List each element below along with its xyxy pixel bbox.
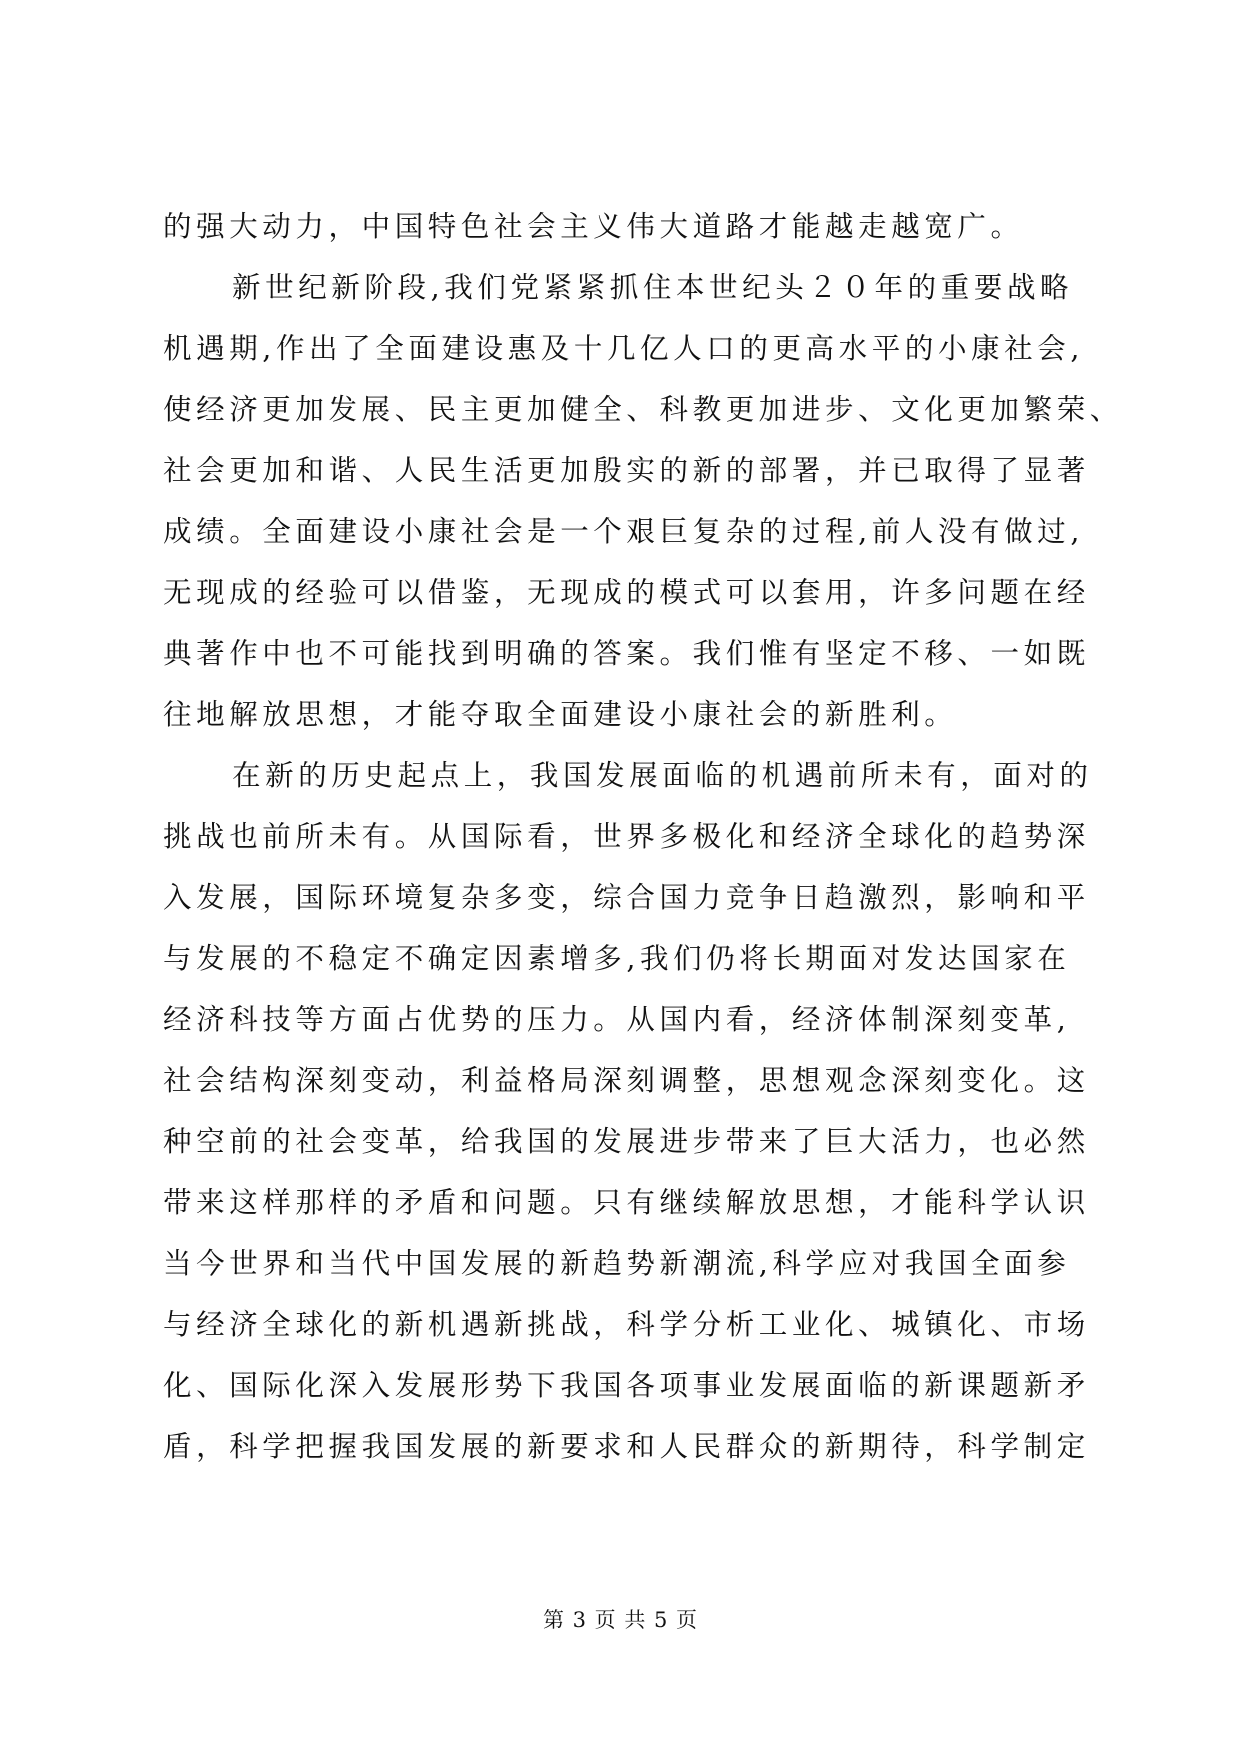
text-line: 无现成的经验可以借鉴，无现成的模式可以套用，许多问题在经: [163, 576, 1090, 609]
text-line: 机遇期,作出了全面建设惠及十几亿人口的更高水平的小康社会,: [163, 332, 1085, 365]
page-footer: 第 3 页 共 5 页: [542, 1608, 699, 1632]
text-line: 带来这样那样的矛盾和问题。只有继续解放思想，才能科学认识: [163, 1186, 1090, 1219]
text-line: 入发展，国际环境复杂多变，综合国力竞争日趋激烈，影响和平: [163, 881, 1090, 914]
text-line: 种空前的社会变革，给我国的发展进步带来了巨大活力，也必然: [163, 1125, 1090, 1158]
text-line: 往地解放思想，才能夺取全面建设小康社会的新胜利。: [163, 698, 958, 731]
text-line: 典著作中也不可能找到明确的答案。我们惟有坚定不移、一如既: [163, 637, 1090, 670]
text-line: 经济科技等方面占优势的压力。从国内看，经济体制深刻变革,: [163, 1003, 1071, 1036]
text-line: 社会结构深刻变动，利益格局深刻调整，思想观念深刻变化。这: [163, 1064, 1090, 1097]
text-line: 与经济全球化的新机遇新挑战，科学分析工业化、城镇化、市场: [163, 1308, 1090, 1341]
text-line: 当今世界和当代中国发展的新趋势新潮流,科学应对我国全面参: [163, 1247, 1071, 1280]
text-line: 与发展的不稳定不确定因素增多,我们仍将长期面对发达国家在: [163, 942, 1071, 975]
text-line: 新世纪新阶段,我们党紧紧抓住本世纪头２０年的重要战略: [232, 271, 1074, 304]
text-line: 社会更加和谐、人民生活更加殷实的新的部署，并已取得了显著: [163, 454, 1090, 487]
text-line: 挑战也前所未有。从国际看，世界多极化和经济全球化的趋势深: [163, 820, 1090, 853]
text-line: 使经济更加发展、民主更加健全、科教更加进步、文化更加繁荣、: [163, 393, 1123, 426]
text-line: 成绩。全面建设小康社会是一个艰巨复杂的过程,前人没有做过,: [163, 515, 1085, 548]
body-text: [163, 196, 1123, 1477]
text-line: 在新的历史起点上，我国发展面临的机遇前所未有，面对的: [232, 759, 1093, 792]
text-line: 化、国际化深入发展形势下我国各项事业发展面临的新课题新矛: [163, 1369, 1090, 1402]
text-line: 盾，科学把握我国发展的新要求和人民群众的新期待，科学制定: [163, 1430, 1090, 1463]
text-line: 的强大动力，中国特色社会主义伟大道路才能越走越宽广。: [163, 210, 1024, 243]
